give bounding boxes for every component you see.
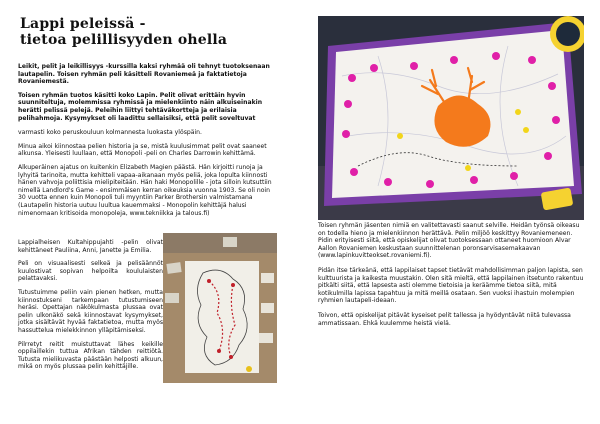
paragraph: Alkuperäinen ajatus on kuitenkin Elizabeth Magien päästä. Hän kirjoitti runoja ja lyhyitä tarinoita, mutta kehitteli vapaa-aikanaan myös peliä, joka lopulta kiinnosti hänen vahvoja poliittisia mielipiteitään. Hän haki Monopolille - jota silloin kutsuttiin nimellä Landlord's Game - ensimmäisen kerran oikeuksia vuonna 1903. Se oli noin 30 vuotta ennen kuin Monopoli tuli myyntiin Parker Brothersin valmistamana (Lautapelin historia uutuu luultua kauemmaksi - Monopolin kehittäjä halusi nimenomaan kritisoida monopoleja, www.tekniikka ja talous.fi) [18,163,272,217]
board-game-lapland-photo [163,233,277,383]
paragraph: Toisen ryhmän tuotos käsitti koko Lapin. Pelit olivat erittäin hyvin suunniteltuja, molemmissa ryhmissä ja mielenkiinto näin alkuiseinakin herätti pelissä pelejä. Peleihin liittyi tehtäväkortteja ja erilaisia pelihahmoja. Kysymykset oli laadittu sellaisiksi, että pelit soveltuvat [18,91,263,122]
paragraph: Peli on visuaalisesti selkeä ja pelisäännöt kuulostivat sopivan helpoilta koululaisten pelattavaksi. [18,260,163,283]
paragraph: Tutustuimme peliin vain pienen hetken, mutta kiinnostukseni tarkempaan tutustumiseen heräsi. Opettajan näkökulmasta plussaa ovat pelin ulkonäkö sekä kiinnostavat kysymykset, jotka sisältävät hyvää faktatietoa, mutta myös hassuttelua mielekkinnon ylläpitämiseksi. [18,288,163,334]
page-title [20,16,290,48]
lapland-map-board [185,261,259,373]
paragraph: Lappialheisen Kultahippujahti -pelin olivat kehittäneet Pauliina, Anni, Janette ja Emilia. [18,239,163,254]
board-game-rovaniemi-photo [318,16,584,220]
paragraph: Pilrretyt reitit muistuttavat lähes keikille oppilaillekin tuttua Afrikan tähden reittiötä. Tutusta mielikuvasta päästään helposti alkuun, mikä on myös plussaa pelin kehittäjille. [18,340,163,371]
left-text-column [18,63,276,223]
paragraph: Toivon, että opiskelijat pitävät kyseiset pelit tallessa ja hyödyntävät niitä tulevassa ammatissaan. Ehkä kuulemme heistä vielä. [318,311,571,327]
paragraph: Toisen ryhmän jäsenten nimiä en valitettavasti saanut selville. Heidän työnsä oikeasu on todella hieno ja mielenkiinnon herättävä. Pelin miljöö keskittyy Rovaniemeneen. Pidin erityisesti siitä, että opiskelijat olivat tuotoksessaan ottaneet huomioon Alvar Aallon Rovaniemen keskustaan suunnittelenan poronsarvisasemakaavan (www.lapinkuvitteokset.rovaniemi.fi). [318,222,580,260]
right-text-column [318,222,584,334]
paragraph: Leikit, pelit ja leikillisyys -kurssilla kaksi ryhmää oli tehnyt tuotoksenaan lautapelin. Toisen ryhmän peli käsitteli Rovaniemeä ja faktatietoja Rovaniemestä. [18,63,270,86]
paragraph: Pidän itse tärkeänä, että lappilaiset tapset tietävät mahdollisimman paljon lapista, sen kulttuurista ja kaikesta muustakin. Olen sitä mieltä, että lappilainen itsetunto rakentuu pitkälti siitä, että lapsesta asti olemme tietoisia ja keräämme tietoa siitä, mitä kotikulmilla lapissa tapahtuu ja mitä meillä osataan. Sen vuoksi ihastuin molempien ryhmien lautapeli-ideaan. [318,266,584,305]
paragraph: varmasti koko peruskouluun kolmannesta luokasta ylöspäin. [18,129,202,137]
narrow-text-column [18,239,163,377]
title-line-2: tietoa pelillisyyden ohella [20,32,228,48]
paragraph: Minua aikoi kiinnostaa pelien historia ja se, mistä kuulusimmat pelit ovat saaneet alkunsa. Yleisesti luullaan, että Monopoli -peli on Charles Darrowin kehittämä. [18,142,267,158]
title-line-1: Lappi peleissä - [20,16,146,32]
